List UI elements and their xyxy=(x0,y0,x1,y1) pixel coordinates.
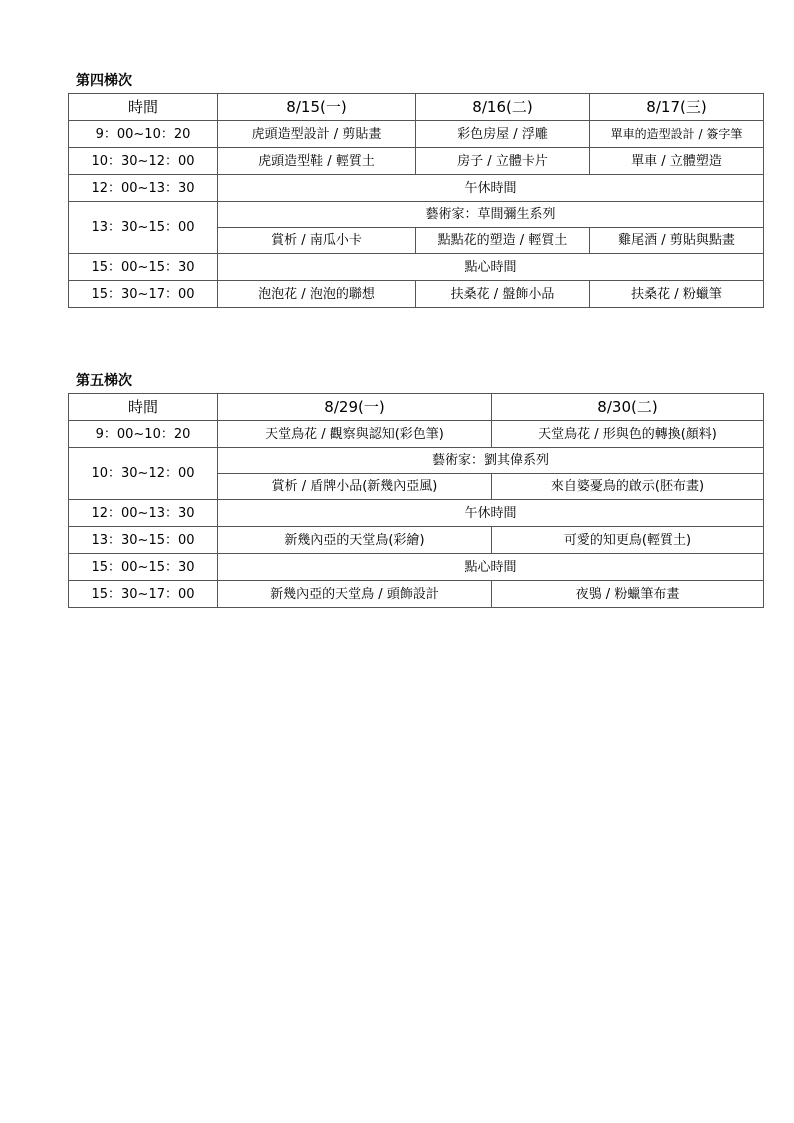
table-row xyxy=(69,202,764,228)
snack-break-cell: 點心時間 xyxy=(218,254,764,281)
lunch-break-cell: 午休時間 xyxy=(218,500,764,527)
activity-cell: 虎頭造型設計 / 剪貼畫 xyxy=(218,121,416,148)
schedule-table-batch5 xyxy=(68,393,764,608)
time-cell: 9：00~10：20 xyxy=(69,121,218,148)
table-row xyxy=(69,421,764,448)
time-cell: 10：30~12：00 xyxy=(69,448,218,500)
table-header-row xyxy=(69,94,764,121)
table-row xyxy=(69,121,764,148)
time-cell: 10：30~12：00 xyxy=(69,148,218,175)
time-cell: 12：00~13：30 xyxy=(69,500,218,527)
activity-cell: 新幾內亞的天堂鳥 / 頭飾設計 xyxy=(218,581,492,608)
header-date: 8/29(一) xyxy=(218,394,492,421)
activity-cell: 單車 / 立體塑造 xyxy=(590,148,764,175)
time-cell: 13：30~15：00 xyxy=(69,527,218,554)
activity-cell: 虎頭造型鞋 / 輕質土 xyxy=(218,148,416,175)
activity-cell: 新幾內亞的天堂鳥(彩繪) xyxy=(218,527,492,554)
table-row xyxy=(69,448,764,474)
activity-cell: 賞析 / 南瓜小卡 xyxy=(218,228,416,254)
activity-cell: 可愛的知更鳥(輕質土) xyxy=(492,527,764,554)
table-row xyxy=(69,581,764,608)
snack-break-cell: 點心時間 xyxy=(218,554,764,581)
activity-cell: 雞尾酒 / 剪貼與點畫 xyxy=(590,228,764,254)
schedule-table-batch4 xyxy=(68,93,764,308)
activity-cell: 扶桑花 / 粉蠟筆 xyxy=(590,281,764,308)
time-cell: 15：30~17：00 xyxy=(69,281,218,308)
time-cell: 13：30~15：00 xyxy=(69,202,218,254)
activity-cell: 彩色房屋 / 浮雕 xyxy=(416,121,590,148)
table-header-row xyxy=(69,394,764,421)
activity-cell: 來自婆憂鳥的啟示(胚布畫) xyxy=(492,474,764,500)
header-date: 8/16(二) xyxy=(416,94,590,121)
table-row xyxy=(69,527,764,554)
artist-series-cell: 藝術家：草間彌生系列 xyxy=(218,202,764,228)
table-row xyxy=(69,281,764,308)
activity-cell: 單車的造型設計 / 簽字筆 xyxy=(590,121,764,148)
time-cell: 12：00~13：30 xyxy=(69,175,218,202)
activity-cell: 房子 / 立體卡片 xyxy=(416,148,590,175)
time-cell: 9：00~10：20 xyxy=(69,421,218,448)
header-time: 時間 xyxy=(69,94,218,121)
table-row xyxy=(69,554,764,581)
time-cell: 15：30~17：00 xyxy=(69,581,218,608)
table-row xyxy=(69,175,764,202)
artist-series-cell: 藝術家：劉其偉系列 xyxy=(218,448,764,474)
table-row xyxy=(69,254,764,281)
time-cell: 15：00~15：30 xyxy=(69,254,218,281)
lunch-break-cell: 午休時間 xyxy=(218,175,764,202)
activity-cell: 扶桑花 / 盤飾小品 xyxy=(416,281,590,308)
table-row xyxy=(69,500,764,527)
activity-cell: 點點花的塑造 / 輕質土 xyxy=(416,228,590,254)
header-date: 8/15(一) xyxy=(218,94,416,121)
activity-cell: 泡泡花 / 泡泡的聯想 xyxy=(218,281,416,308)
header-date: 8/30(二) xyxy=(492,394,764,421)
activity-cell: 天堂鳥花 / 觀察與認知(彩色筆) xyxy=(218,421,492,448)
activity-cell: 夜鴞 / 粉蠟筆布畫 xyxy=(492,581,764,608)
header-time: 時間 xyxy=(69,394,218,421)
activity-cell: 天堂鳥花 / 形與色的轉換(顏料) xyxy=(492,421,764,448)
header-date: 8/17(三) xyxy=(590,94,764,121)
section-title-batch4: 第四梯次 xyxy=(76,73,132,89)
table-row xyxy=(69,148,764,175)
section-title-batch5: 第五梯次 xyxy=(76,373,132,389)
time-cell: 15：00~15：30 xyxy=(69,554,218,581)
activity-cell: 賞析 / 盾牌小品(新幾內亞風) xyxy=(218,474,492,500)
